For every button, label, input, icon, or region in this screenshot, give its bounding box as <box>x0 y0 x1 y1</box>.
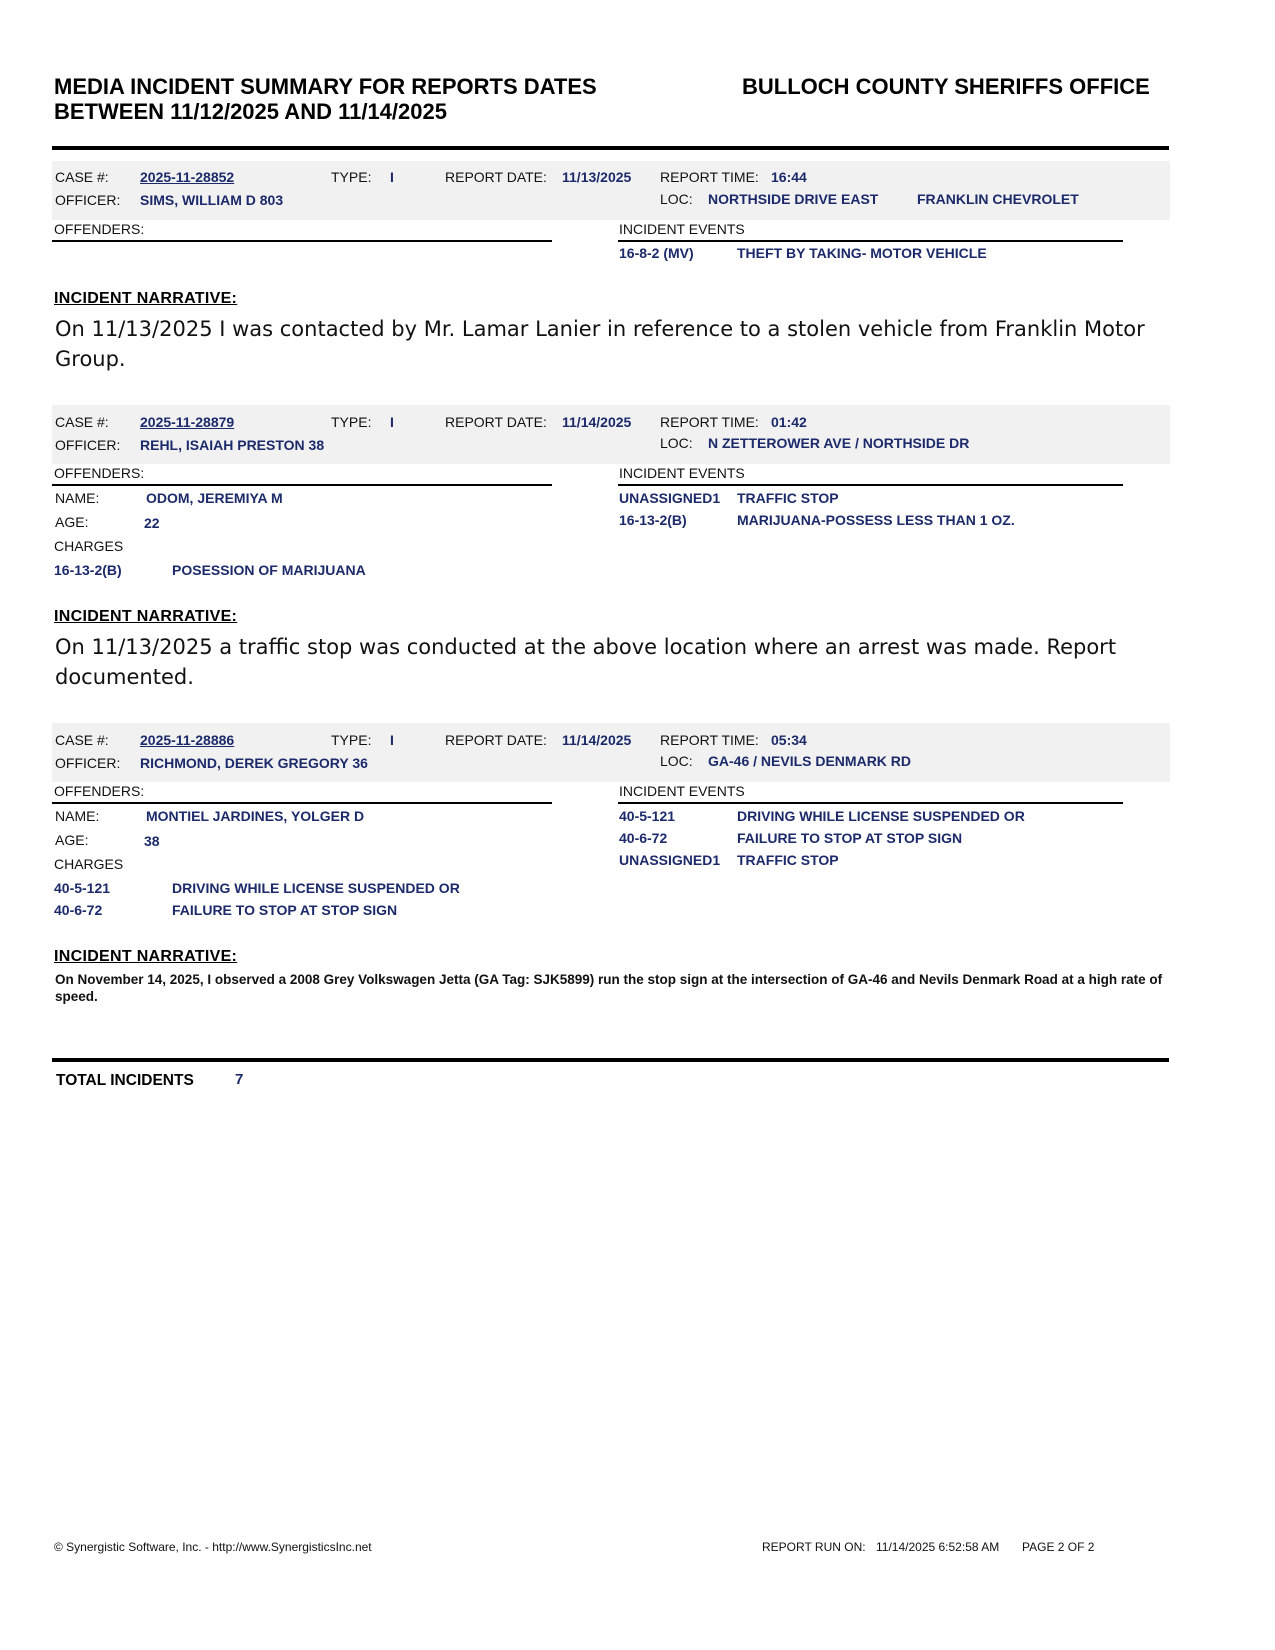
loc-label: LOC: <box>660 191 693 207</box>
case-1-narrative: On 11/13/2025 I was contacted by Mr. Lamar Lanier in reference to a stolen vehicle from Franklin Motor Group. <box>55 317 1145 371</box>
report-run-on-label: REPORT RUN ON: <box>762 1540 866 1554</box>
event-description: THEFT BY TAKING- MOTOR VEHICLE <box>737 245 987 261</box>
report-date-label: REPORT DATE: <box>445 414 547 430</box>
incident-events-label: INCIDENT EVENTS <box>619 465 745 481</box>
charge-code: 16-13-2(B) <box>54 562 122 578</box>
event-code: 40-5-121 <box>619 808 676 824</box>
report-date-label: REPORT DATE: <box>445 732 547 748</box>
case-3-narrative: On November 14, 2025, I observed a 2008 Grey Volkswagen Jetta (GA Tag: SJK5899) run the stop sign at the intersection of GA-46 and Nevils Denmark Road at a high rate of speed. <box>55 972 1163 1004</box>
case-3-report-time: 05:34 <box>771 732 807 748</box>
event-description: TRAFFIC STOP <box>737 852 839 868</box>
case-2-report-time: 01:42 <box>771 414 807 430</box>
case-label: CASE #: <box>55 732 109 748</box>
case-1-location-2: FRANKLIN CHEVROLET <box>917 191 1079 207</box>
charge-code: 40-5-121 <box>54 880 111 896</box>
event-code: UNASSIGNED1 <box>619 852 721 868</box>
totals-divider <box>52 1058 1169 1062</box>
event-code: 40-6-72 <box>619 830 668 846</box>
incident-events-underline <box>618 484 1123 486</box>
loc-label: LOC: <box>660 435 693 451</box>
case-2-location: N ZETTEROWER AVE / NORTHSIDE DR <box>708 435 970 451</box>
charge-description: DRIVING WHILE LICENSE SUSPENDED OR <box>172 880 460 896</box>
name-label: NAME: <box>55 490 100 506</box>
total-incidents-label: TOTAL INCIDENTS <box>56 1072 194 1089</box>
offenders-label: OFFENDERS: <box>54 465 145 481</box>
event-description: FAILURE TO STOP AT STOP SIGN <box>737 830 963 846</box>
charge-description: POSESSION OF MARIJUANA <box>172 562 366 578</box>
narrative-heading: INCIDENT NARRATIVE: <box>54 608 238 625</box>
narrative-heading: INCIDENT NARRATIVE: <box>54 948 238 965</box>
offenders-underline <box>52 802 552 804</box>
event-description: TRAFFIC STOP <box>737 490 839 506</box>
report-time-label: REPORT TIME: <box>660 414 759 430</box>
case-2-number-link[interactable]: 2025-11-28879 <box>140 414 235 430</box>
case-1-location: NORTHSIDE DRIVE EAST <box>708 191 879 207</box>
event-description: MARIJUANA-POSSESS LESS THAN 1 OZ. <box>737 512 1015 528</box>
name-label: NAME: <box>55 808 100 824</box>
charges-label: CHARGES <box>54 538 124 554</box>
offenders-underline <box>52 484 552 486</box>
officer-label: OFFICER: <box>55 192 121 208</box>
copyright-text: © Synergistic Software, Inc. - http://www.SynergisticsInc.net <box>54 1540 372 1554</box>
case-1-type: I <box>390 169 394 185</box>
event-code: UNASSIGNED1 <box>619 490 721 506</box>
case-1-report-time: 16:44 <box>771 169 807 185</box>
charges-label: CHARGES <box>54 856 124 872</box>
report-run-on-value: 11/14/2025 6:52:58 AM <box>876 1540 1000 1554</box>
offenders-underline <box>52 240 552 242</box>
agency-name: BULLOCH COUNTY SHERIFFS OFFICE <box>742 74 1150 99</box>
case-2-officer: REHL, ISAIAH PRESTON 38 <box>140 437 325 453</box>
case-3-officer: RICHMOND, DEREK GREGORY 36 <box>140 755 368 771</box>
case-3-report-date: 11/14/2025 <box>562 732 632 748</box>
type-label: TYPE: <box>331 732 372 748</box>
report-date-label: REPORT DATE: <box>445 169 547 185</box>
case-label: CASE #: <box>55 414 109 430</box>
incident-events-underline <box>618 802 1123 804</box>
case-2-narrative: On 11/13/2025 a traffic stop was conducted at the above location where an arrest was made. Report documented. <box>55 635 1117 689</box>
case-1-officer: SIMS, WILLIAM D 803 <box>140 192 284 208</box>
type-label: TYPE: <box>331 169 372 185</box>
report-time-label: REPORT TIME: <box>660 169 759 185</box>
officer-label: OFFICER: <box>55 755 121 771</box>
case-2-offender-age: 22 <box>144 515 160 531</box>
case-3-offender-name: MONTIEL JARDINES, YOLGER D <box>146 808 365 824</box>
charge-description: FAILURE TO STOP AT STOP SIGN <box>172 902 398 918</box>
event-description: DRIVING WHILE LICENSE SUSPENDED OR <box>737 808 1025 824</box>
event-code: 16-13-2(B) <box>619 512 687 528</box>
charge-code: 40-6-72 <box>54 902 103 918</box>
type-label: TYPE: <box>331 414 372 430</box>
case-1-number-link[interactable]: 2025-11-28852 <box>140 169 235 185</box>
narrative-heading: INCIDENT NARRATIVE: <box>54 290 238 307</box>
loc-label: LOC: <box>660 753 693 769</box>
report-title-line2: BETWEEN 11/12/2025 AND 11/14/2025 <box>54 99 447 124</box>
case-2-type: I <box>390 414 394 430</box>
header-divider <box>52 146 1169 150</box>
case-2-report-date: 11/14/2025 <box>562 414 632 430</box>
case-2-offender-name: ODOM, JEREMIYA M <box>146 490 283 506</box>
case-3-offender-age: 38 <box>144 833 160 849</box>
incident-events-label: INCIDENT EVENTS <box>619 221 745 237</box>
officer-label: OFFICER: <box>55 437 121 453</box>
total-incidents-value: 7 <box>235 1071 244 1088</box>
case-3-location: GA-46 / NEVILS DENMARK RD <box>708 753 912 769</box>
age-label: AGE: <box>55 832 89 848</box>
incident-events-label: INCIDENT EVENTS <box>619 783 745 799</box>
incident-events-underline <box>618 240 1123 242</box>
case-3-number-link[interactable]: 2025-11-28886 <box>140 732 235 748</box>
report-title-line1: MEDIA INCIDENT SUMMARY FOR REPORTS DATES <box>54 74 597 99</box>
offenders-label: OFFENDERS: <box>54 221 145 237</box>
report-time-label: REPORT TIME: <box>660 732 759 748</box>
page-indicator: PAGE 2 OF 2 <box>1022 1540 1095 1554</box>
case-label: CASE #: <box>55 169 109 185</box>
age-label: AGE: <box>55 514 89 530</box>
case-3-type: I <box>390 732 394 748</box>
offenders-label: OFFENDERS: <box>54 783 145 799</box>
case-1-report-date: 11/13/2025 <box>562 169 632 185</box>
event-code: 16-8-2 (MV) <box>619 245 694 261</box>
